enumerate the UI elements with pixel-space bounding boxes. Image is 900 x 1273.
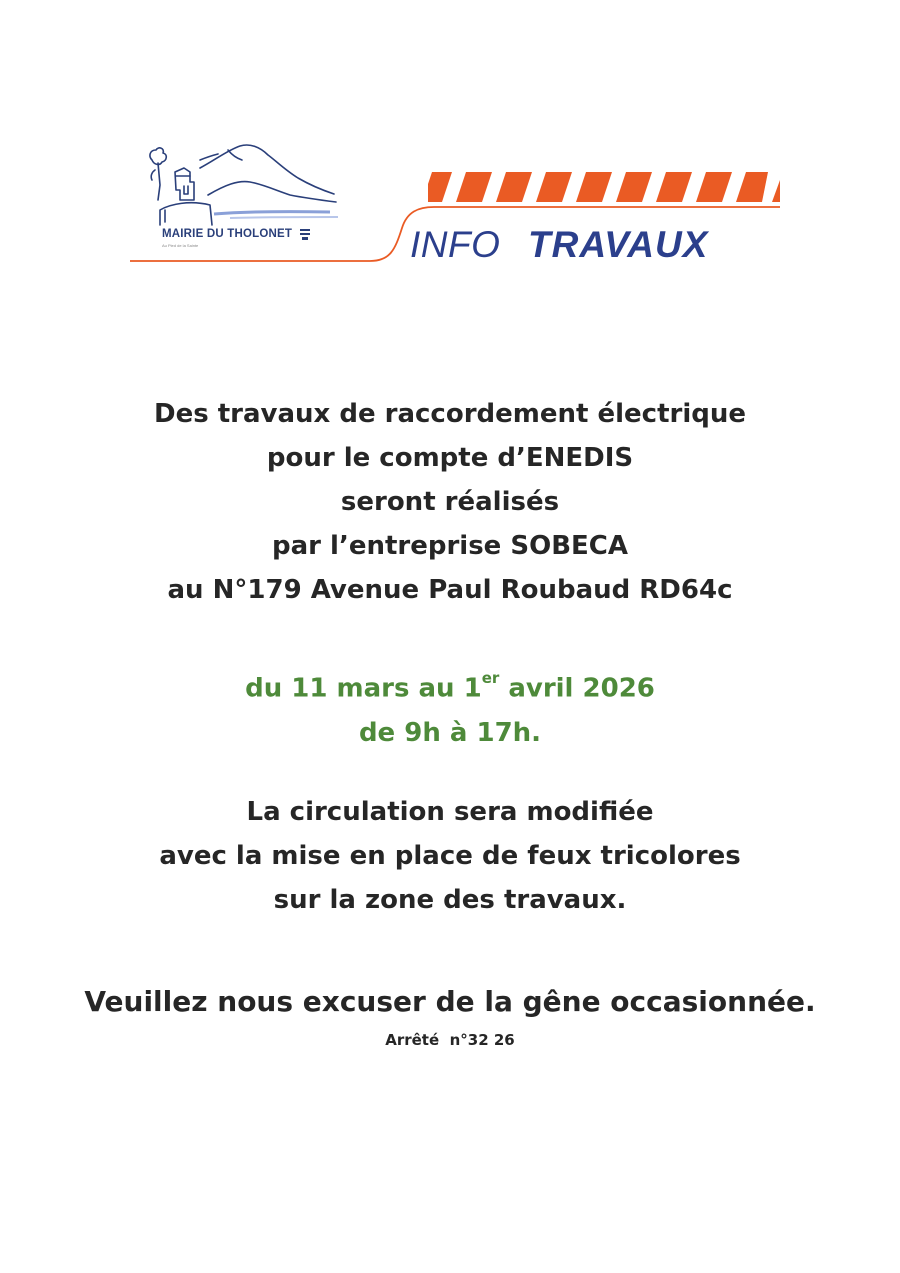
lake-reflection	[230, 217, 338, 218]
banner-travaux-word: TRAVAUX	[528, 224, 709, 265]
date-range-end: avril 2026	[499, 673, 655, 704]
mairie-name: MAIRIE DU THOLONET	[162, 228, 293, 240]
description-line: par l’entreprise SOBECA	[272, 531, 628, 561]
time-range-line: de 9h à 17h.	[358, 717, 542, 748]
apology-message: Veuillez nous excuser de la gêne occasionnée.	[84, 985, 816, 1018]
lake-line	[214, 212, 330, 214]
works-description	[0, 392, 900, 612]
description-line: Des travaux de raccordement électrique	[153, 399, 746, 429]
mairie-subtitle: Au Pied de la Sainte	[162, 243, 199, 248]
description-line: seront réalisés	[340, 487, 560, 517]
arrete-number: Arrêté n°32 26	[385, 1031, 515, 1049]
header	[0, 0, 900, 300]
traffic-notice	[0, 790, 900, 922]
traffic-line: avec la mise en place de feux tricolores	[159, 841, 741, 871]
date-range-line	[0, 660, 900, 711]
description-line: au N°179 Avenue Paul Roubaud RD64c	[167, 575, 733, 605]
works-dates	[0, 660, 900, 755]
construction-barrier-stripes	[418, 172, 780, 202]
date-range-start: du 11 mars au 1	[245, 673, 482, 704]
banner-info-word: INFO	[410, 224, 501, 265]
traffic-line: sur la zone des travaux.	[273, 885, 627, 915]
traffic-line: La circulation sera modifiée	[246, 797, 654, 827]
arrete-reference	[0, 1030, 900, 1050]
description-line: pour le compte d’ENEDIS	[266, 443, 634, 473]
flag-icon	[300, 229, 310, 240]
date-ordinal-suffix: er	[481, 669, 500, 687]
